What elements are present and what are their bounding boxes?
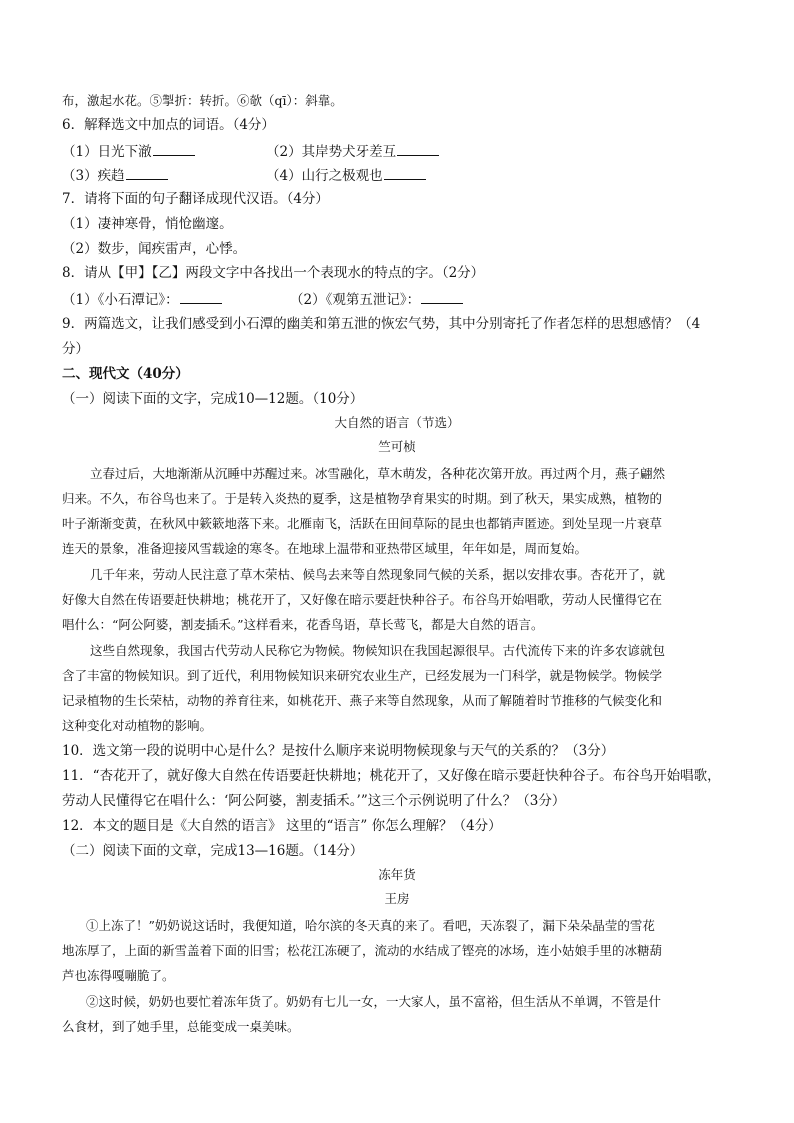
answer-blank[interactable] [384,166,426,180]
question-6: 6．解释选文中加点的词语。（4分） [62,117,275,133]
q6-item-3: （3）疾趋 [62,168,125,184]
q6-item-2: （2）其岸势犬牙差互 [266,144,397,160]
q6-item-2-wrap [266,142,439,161]
passage-1-title: 大自然的语言（节选） [334,415,460,430]
question-8-items [62,290,752,309]
question-6-items-row1 [62,142,752,161]
passage-1-para-1: 立春过后，大地渐渐从沉睡中苏醒过来。冰雪融化，草木萌发，各种花次第开放。再过两个月，燕子翩然 [90,466,666,481]
question-12: 12．本文的题目是《大自然的语言》 这里的“语言” 你怎么理解？（4分） [62,818,502,834]
answer-blank[interactable] [153,142,195,156]
passage-2-author: 王房 [384,891,410,906]
q8-item-1: （1）《小石潭记》： [62,292,179,308]
passage-1-para-1: 连天的景象，准备迎接风雪载途的寒冬。在地球上温带和亚热带区域里，年年如是，周而复始。 [62,541,588,556]
passage-1-para-2: 唱什么：“阿公阿婆，割麦插禾。”这样看来，花香鸟语，草长莺飞，都是大自然的语言。 [62,617,544,632]
answer-blank[interactable] [397,142,439,156]
passage-1-para-1: 叶子渐渐变黄，在秋风中簌簌地落下来。北雁南飞，活跃在田间草际的昆虫也都销声匿迹。到处呈现一片衰草 [62,516,663,531]
passage-1-para-3: 这种变化对动植物的影响。 [62,718,213,733]
passage-1-para-1: 归来。不久，布谷鸟也来了。于是转入炎热的夏季，这是植物孕育果实的时期。到了秋天，果实成熟，植物的 [62,491,663,506]
question-8: 8．请从【甲】【乙】两段文字中各找出一个表现水的特点的字。（2分） [62,265,485,281]
passage-1-author: 竺可桢 [378,439,416,454]
question-7-item-1: （1）凄神寒骨，悄怆幽邃。 [62,216,233,232]
passage-1-para-3: 含了丰富的物候知识。到了近代，利用物候知识来研究农业生产，已经发展为一门科学，就是物候学。物候学 [62,668,663,683]
passage-2-para-1: 芦也冻得嘎嘣脆了。 [62,968,175,983]
answer-blank[interactable] [180,290,222,304]
passage-2-para-1: ①上冻了！”奶奶说这话时，我便知道，哈尔滨的冬天真的来了。看吧，天冻裂了，漏下朵朵晶莹的雪花 [86,918,655,933]
passage-1-para-2: 几千年来，劳动人民注意了草木荣枯、候鸟去来等自然现象同气候的关系，据以安排农事。杏花开了，就 [90,567,666,582]
question-7-item-2: （2）数步，闻疾雷声，心悸。 [62,241,247,257]
question-9-line2: 分） [62,341,89,357]
passage-1-para-3: 这些自然现象，我国古代劳动人民称它为物候。物候知识在我国起源很早。古代流传下来的许多农谚就包 [90,643,666,658]
passage-2-para-1: 地冻厚了，上面的新雪盖着下面的旧雪；松花江冻硬了，流动的水结成了铿亮的冰场，连小姑娘手里的冰糖葫 [62,943,663,958]
subsection-2-heading: （二）阅读下面的文章，完成13—16题。（14分） [62,843,364,859]
passage-2-para-2: ②这时候，奶奶也要忙着冻年货了。奶奶有七儿一女，一大家人，虽不富裕，但生活从不单调，不管是什 [86,994,662,1009]
question-10: 10．选文第一段的说明中心是什么？是按什么顺序来说明物候现象与天气的关系的？（3分） [62,743,615,759]
q6-item-4: （4）山行之极观也 [266,168,383,184]
q6-item-4-wrap [266,166,426,185]
section-heading-modern: 二、现代文（40分） [62,366,189,382]
q8-item-2-wrap [290,290,463,309]
q8-item-2: （2）《观第五泄记》： [290,292,421,308]
passage-2-para-2: 么食材，到了她手里，总能变成一桌美味。 [62,1019,300,1034]
question-6-items-row2 [62,166,752,185]
passage-2-title: 冻年货 [378,867,416,882]
answer-blank[interactable] [126,166,168,180]
answer-blank[interactable] [421,290,463,304]
q6-item-1: （1）日光下澈 [62,144,152,160]
passage-1-para-3: 记录植物的生长荣枯，动物的养育往来，如桃花开、燕子来等自然现象，从而了解随着时节推移的气候变化和 [62,693,663,708]
question-7: 7．请将下面的句子翻译成现代汉语。（4分） [62,191,329,207]
question-9-line1: 9．两篇选文，让我们感受到小石潭的幽美和第五泄的恢宏气势，其中分别寄托了作者怎样的思想感情？（4 [62,316,701,332]
question-11-line2: 劳动人民懂得它在唱什么：‘阿公阿婆，割麦插禾。’”这三个示例说明了什么？（3分） [62,793,566,809]
subsection-1-heading: （一）阅读下面的文字，完成10—12题。（10分） [62,391,364,407]
question-11-line1: 11．“杏花开了，就好像大自然在传语要赶快耕地；桃花开了，又好像在暗示要赶快种谷子。布谷鸟开始唱歌， [62,768,721,784]
passage-1-para-2: 好像大自然在传语要赶快耕地；桃花开了，又好像在暗示要赶快种谷子。布谷鸟开始唱歌，劳动人民懂得它在 [62,592,663,607]
footnote-line: 布，激起水花。⑤掣折：转折。⑥欹（qī）：斜靠。 [62,93,343,108]
